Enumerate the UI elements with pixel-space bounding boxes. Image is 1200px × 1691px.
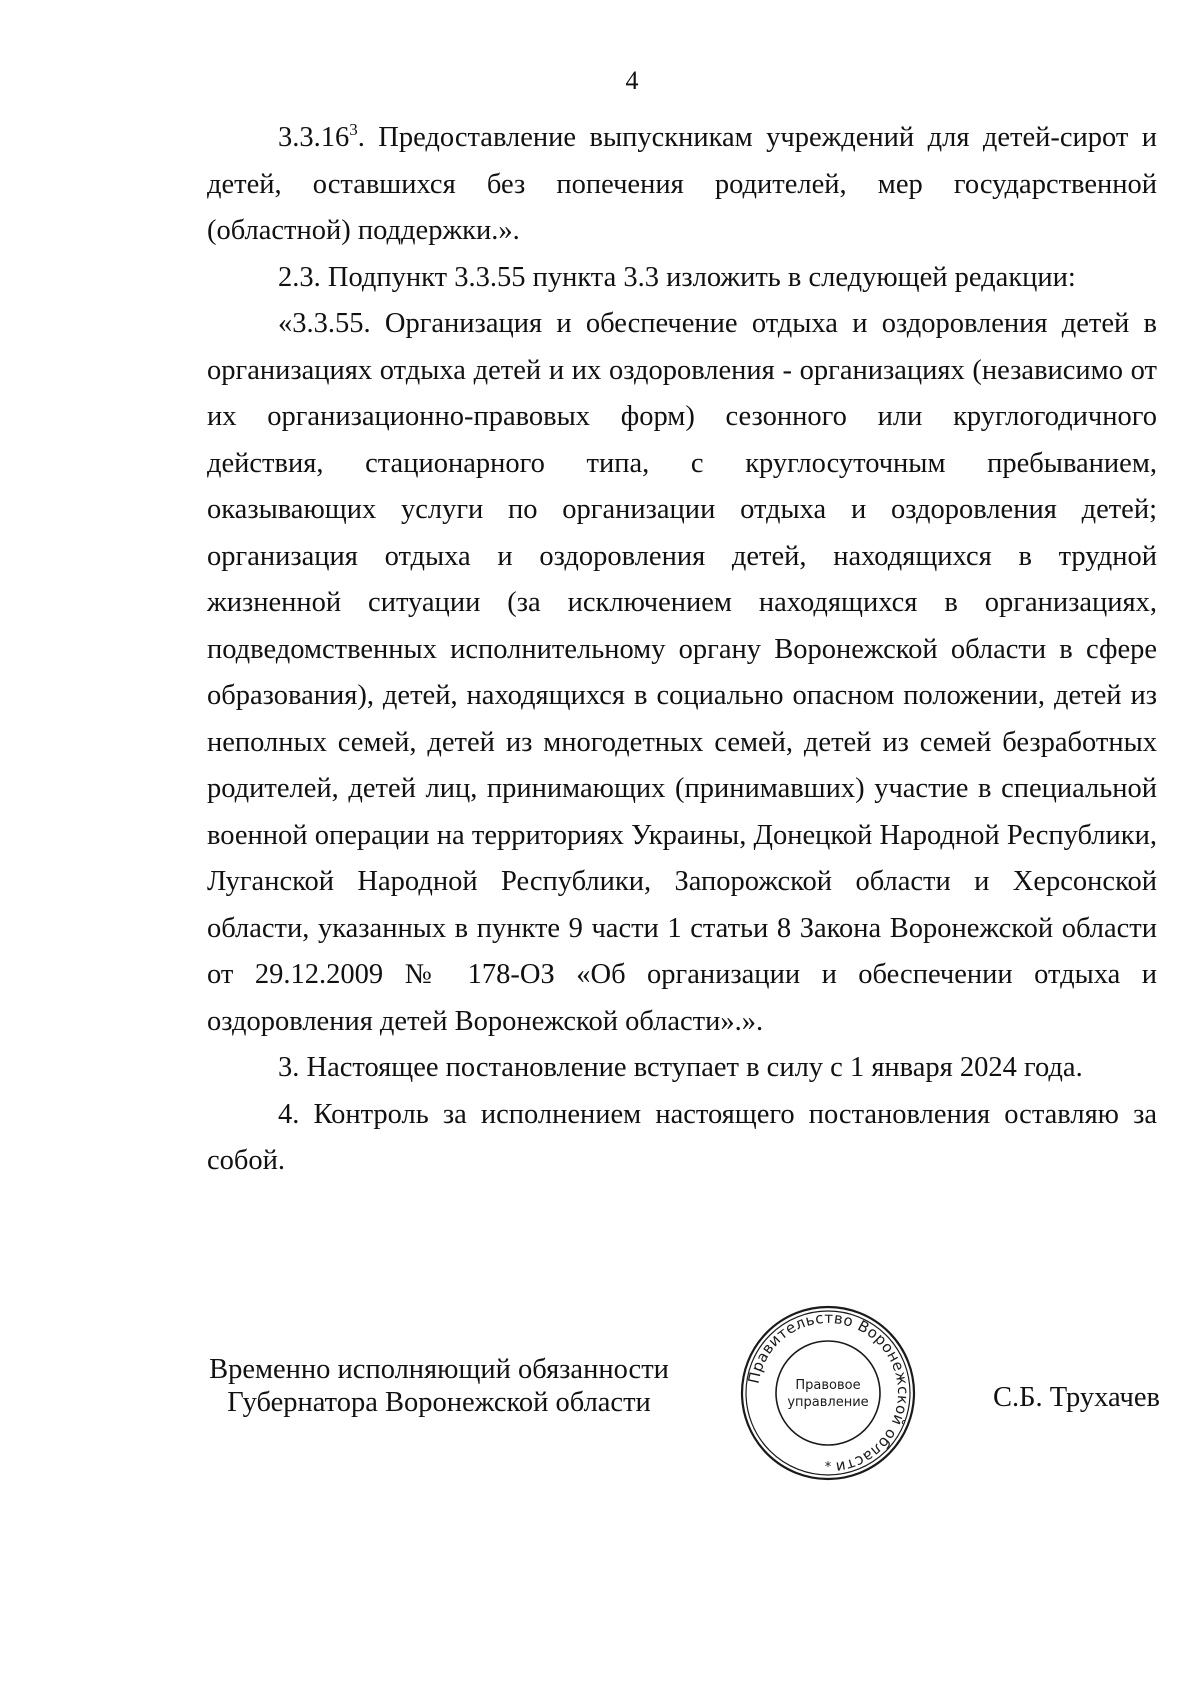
position-line-1: Временно исполняющий обязанности [209, 1354, 669, 1385]
paragraph-number: 3.3.16 [278, 122, 350, 153]
paragraph-3-3-55: «3.3.55. Организация и обеспечение отдыха и оздоровления детей в организациях отдыха детей и их оздоровления - организациях (независимо от их организационно-правовых форм) сезонного или круглогодичного действия, стационарного типа, с круглосуточным пребыванием, оказывающих услуги по организации отдыха и оздоровления детей; организация отдыха и оздоровления детей, находящихся в трудной жизненной ситуации (за исключением находящихся в организациях, подведомственных исполнительному органу Воронежской области в сфере образования), детей, находящихся в социально опасном положении, детей из неполных семей, детей из многодетных семей, детей из семей безработных родителей, детей лиц, принимающих (принимавших) участие в специальной военной операции на территориях Украины, Донецкой Народной Республики, Луганской Народной Республики, Запорожской области и Херсонской области, указанных в пункте 9 части 1 статьи 8 Закона Воронежской области от 29.12.2009 № 178-ОЗ «Об организации и обеспечении отдыха и оздоровления детей Воронежской области».». [207, 308, 1157, 1037]
seal-outer-text: Правительство Воронежской области [744, 1308, 913, 1477]
signatory-position [209, 1353, 669, 1419]
superscript: 3 [349, 120, 358, 139]
official-seal [740, 1305, 916, 1481]
document-body [207, 115, 1157, 1185]
paragraph-2-3: 2.3. Подпункт 3.3.55 пункта 3.3 изложить в следующей редакции: [278, 261, 1076, 293]
paragraph-3: 3. Настоящее постановление вступает в силу с 1 января 2024 года. [278, 1052, 1083, 1083]
signatory-name: С.Б. Трухачев [992, 1382, 1160, 1413]
paragraph-3-3-16-3 [207, 115, 1157, 255]
position-line-2: Губернатора Воронежской области [227, 1387, 651, 1418]
seal-inner-line-1: Правовое [795, 1378, 861, 1393]
seal-star: * [824, 1460, 832, 1475]
paragraph-text: . Предоставление выпускникам учреждений для детей-сирот и детей, оставшихся без попечения родителей, мер государственной (областной) поддержки.». [207, 122, 1157, 246]
paragraph-4: 4. Контроль за исполнением настоящего постановления оставляю за собой. [207, 1098, 1157, 1176]
page-number: 4 [625, 66, 639, 95]
seal-inner-line-2: управление [787, 1395, 869, 1410]
